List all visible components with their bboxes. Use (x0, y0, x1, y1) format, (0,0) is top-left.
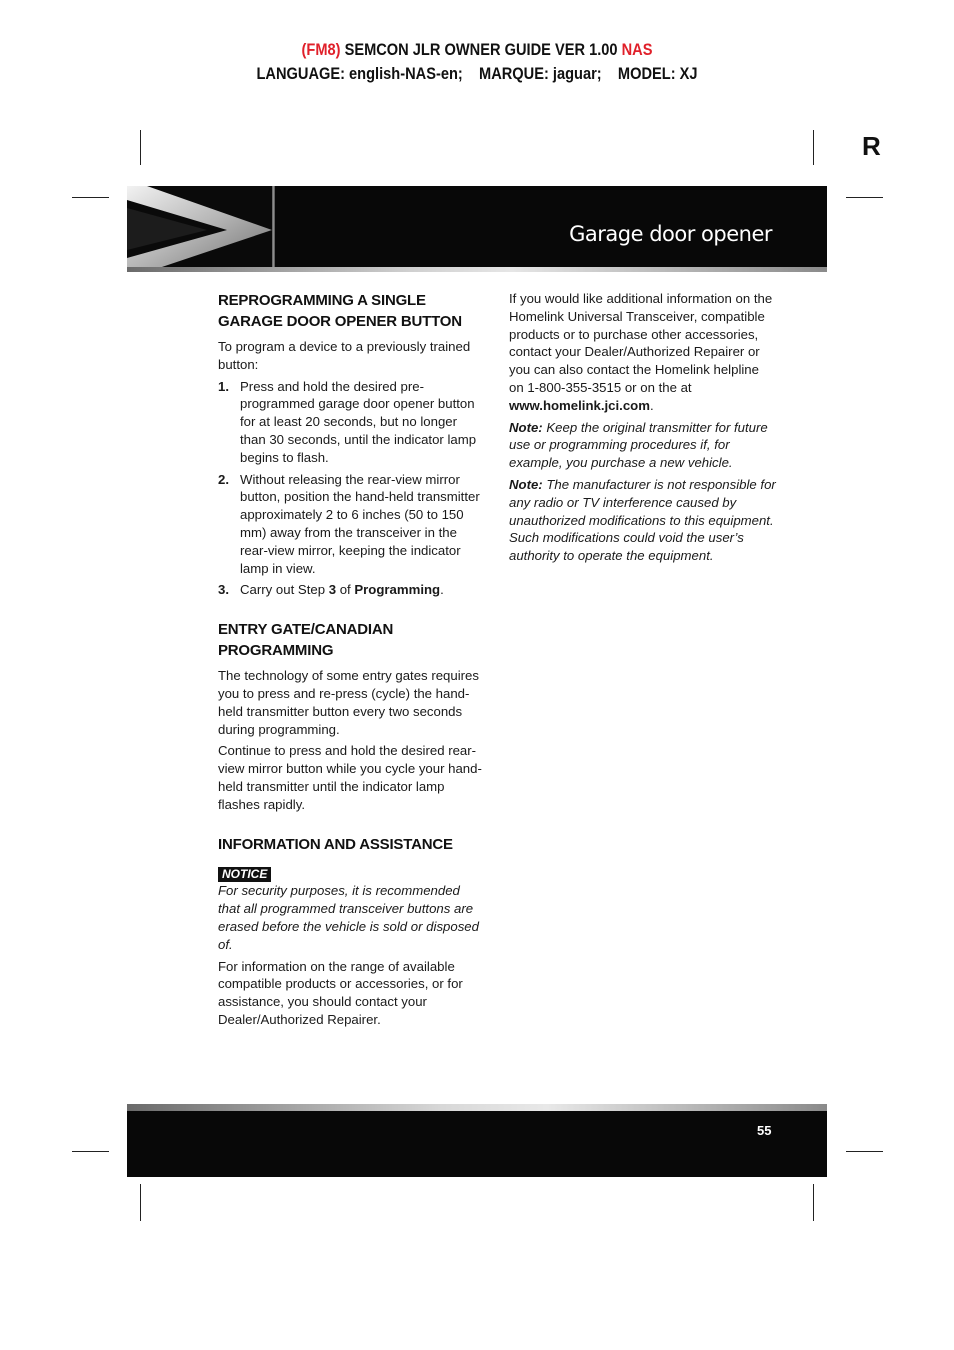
heading-line: REPROGRAMMING A SINGLE (218, 292, 426, 309)
crop-mark (72, 197, 109, 198)
page-footer (127, 1104, 827, 1177)
cross-reference-link[interactable]: Programming (354, 582, 441, 598)
step-text: Without releasing the rear-view mirror button, position the hand-held transmitter approximately 2 to 6 inches (50 to 150 mm) away from the transceiver in the rear-view mirror, keeping the indicator lamp in view. (240, 471, 480, 576)
note-text: The manufacturer is not responsible for any radio or TV interference caused by unauthorized modifications to this equipment. Such modifications could void the user’s authority to operate the equipment. (509, 476, 776, 564)
body-text: . (649, 397, 654, 413)
corner-mark: R (862, 131, 881, 161)
crop-mark (813, 1184, 814, 1221)
notice-badge (218, 867, 271, 882)
step-text (240, 582, 444, 597)
footer-rule (127, 1104, 827, 1111)
intro-text: To program a device to a previously trained button: (218, 339, 471, 372)
page-title: Garage door opener (569, 222, 772, 246)
note-label: Note: (509, 419, 543, 435)
crop-mark (140, 130, 141, 165)
step-ref-number: 3 (328, 582, 337, 598)
crop-mark (846, 1151, 883, 1152)
heading-line: ENTRY GATE/CANADIAN (218, 621, 394, 639)
header-region: NAS (621, 40, 653, 59)
body-paragraph: The technology of some entry gates requires you to press and re-press (cycle) the hand-held transmitter button every two seconds during programming. (218, 668, 479, 737)
doc-header-line1 (67, 40, 887, 60)
step-text: Press and hold the desired pre-programmed garage door opener button for at least 20 seconds, but no longer than 30 seconds, until the indicator lamp begins to flash. (240, 378, 477, 465)
note-text: Keep the original transmitter for future use or programming procedures if, for example, you purchase a new vehicle. (509, 419, 768, 471)
step-number: 2. (218, 471, 229, 487)
body-text: If you would like additional information on the Homelink Universal Transceiver, compatible products or to purchase other accessories, contact your Dealer/Authorized Repairer or you can also contact the Homelink helpline on 1-800-355-3515 or on the at (509, 291, 773, 395)
page-number: 55 (757, 1123, 772, 1138)
website-link[interactable]: www.homelink.jci.com (509, 397, 650, 413)
chevron-graphic-icon (127, 186, 272, 272)
heading-line: GARAGE DOOR OPENER BUTTON (218, 313, 462, 330)
crop-mark (140, 1184, 141, 1221)
crop-mark (813, 130, 814, 165)
heading-line: PROGRAMMING (218, 642, 334, 660)
step-text-part: . (440, 582, 444, 598)
left-column (218, 290, 484, 1033)
note-paragraph (509, 419, 777, 472)
crop-mark (846, 197, 883, 198)
section-entry-gate (218, 619, 484, 813)
header-code: (FM8) (301, 40, 341, 59)
doc-header-line2: LANGUAGE: english-NAS-en; MARQUE: jaguar; MODEL: XJ (256, 64, 698, 83)
steps-list (218, 378, 484, 600)
body-paragraph: Continue to press and hold the desired rear-view mirror button while you cycle your hand-held transmitter until the indicator lamp flashes rapidly. (218, 743, 482, 812)
notice-label: NOTICE (222, 866, 268, 881)
section-information (218, 834, 484, 1029)
step-number: 1. (218, 378, 229, 394)
step-item (218, 378, 484, 467)
right-column (509, 290, 777, 569)
step-text-part: Carry out Step (240, 582, 329, 598)
note-paragraph (509, 476, 777, 565)
step-number: 3. (218, 582, 229, 598)
section-banner (127, 186, 827, 272)
note-label: Note: (509, 476, 543, 492)
body-paragraph: For information on the range of available compatible products or accessories, or for assistance, you should contact your Dealer/Authorized Repairer. (218, 958, 463, 1027)
banner-divider (272, 186, 275, 272)
heading-information: INFORMATION AND ASSISTANCE (218, 835, 453, 853)
heading-entry-gate (218, 619, 484, 661)
crop-mark (72, 1151, 109, 1152)
step-item (218, 581, 484, 599)
heading-reprogramming (218, 290, 484, 332)
notice-text: For security purposes, it is recommended that all programmed transceiver buttons are erased before the vehicle is sold or disposed of. (218, 883, 479, 952)
step-text-part: of (336, 582, 355, 598)
banner-rule (127, 267, 827, 272)
body-paragraph (509, 290, 777, 415)
header-guide-title: SEMCON JLR OWNER GUIDE VER 1.00 (340, 40, 622, 59)
step-item (218, 471, 484, 578)
